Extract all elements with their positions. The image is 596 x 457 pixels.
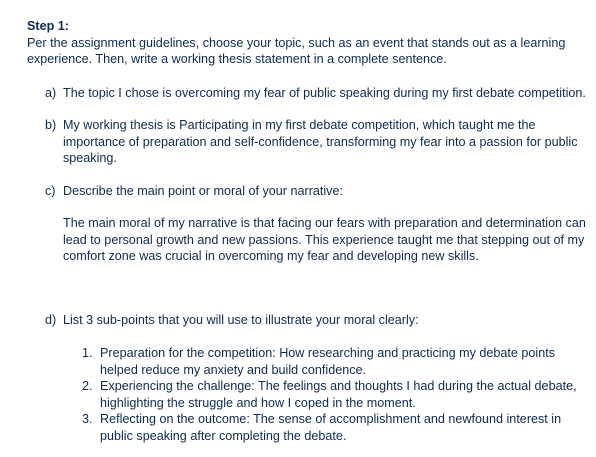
item-marker: b) [45, 118, 57, 132]
subpoint-item [27, 378, 587, 411]
subpoint-text: Preparation for the competition: How researching and practicing my debate points helped reduce my anxiety and build confidence. [100, 346, 556, 377]
subpoint-number: 2. [82, 379, 93, 393]
item-marker: a) [45, 85, 57, 100]
subpoint-number: 1. [82, 346, 93, 360]
step-heading: Step 1: [27, 19, 69, 33]
item-marker: d) [45, 312, 57, 327]
subpoint-item [27, 411, 587, 444]
subpoint-number: 3. [82, 412, 93, 426]
subpoint-item [27, 345, 587, 378]
subpoint-text: Reflecting on the outcome: The sense of accomplishment and newfound interest in public speaking after completing the debate. [100, 412, 562, 443]
item-text: The topic I chose is overcoming my fear of public speaking during my first debate competition. [63, 85, 586, 100]
item-topic [27, 85, 587, 102]
moral-answer: The main moral of my narrative is that facing our fears with preparation and determination can lead to personal growth and new passions. This experience taught me that stepping out of my comfort zone was crucial in overcoming my fear and developing new skills. [63, 216, 586, 263]
item-text: My working thesis is Participating in my first debate competition, which taught me the importance of preparation and self-confidence, transforming my fear into a passion for public speaking. [63, 118, 578, 165]
document-body [27, 18, 587, 444]
item-marker: c) [45, 183, 56, 198]
subpoint-text: Experiencing the challenge: The feelings and thoughts I had during the actual debate, highlighting the struggle and how I coped in the moment. [100, 379, 577, 410]
item-text: Describe the main point or moral of your narrative: [63, 183, 343, 198]
item-text: List 3 sub-points that you will use to illustrate your moral clearly: [63, 312, 419, 327]
subpoint-list [27, 345, 587, 444]
step-instructions: Per the assignment guidelines, choose your topic, such as an event that stands out as a learning experience. Then, write a working thesis statement in a complete sentence. [27, 35, 566, 66]
item-moral [27, 183, 587, 200]
item-subpoints [27, 312, 587, 329]
item-thesis [27, 117, 587, 167]
